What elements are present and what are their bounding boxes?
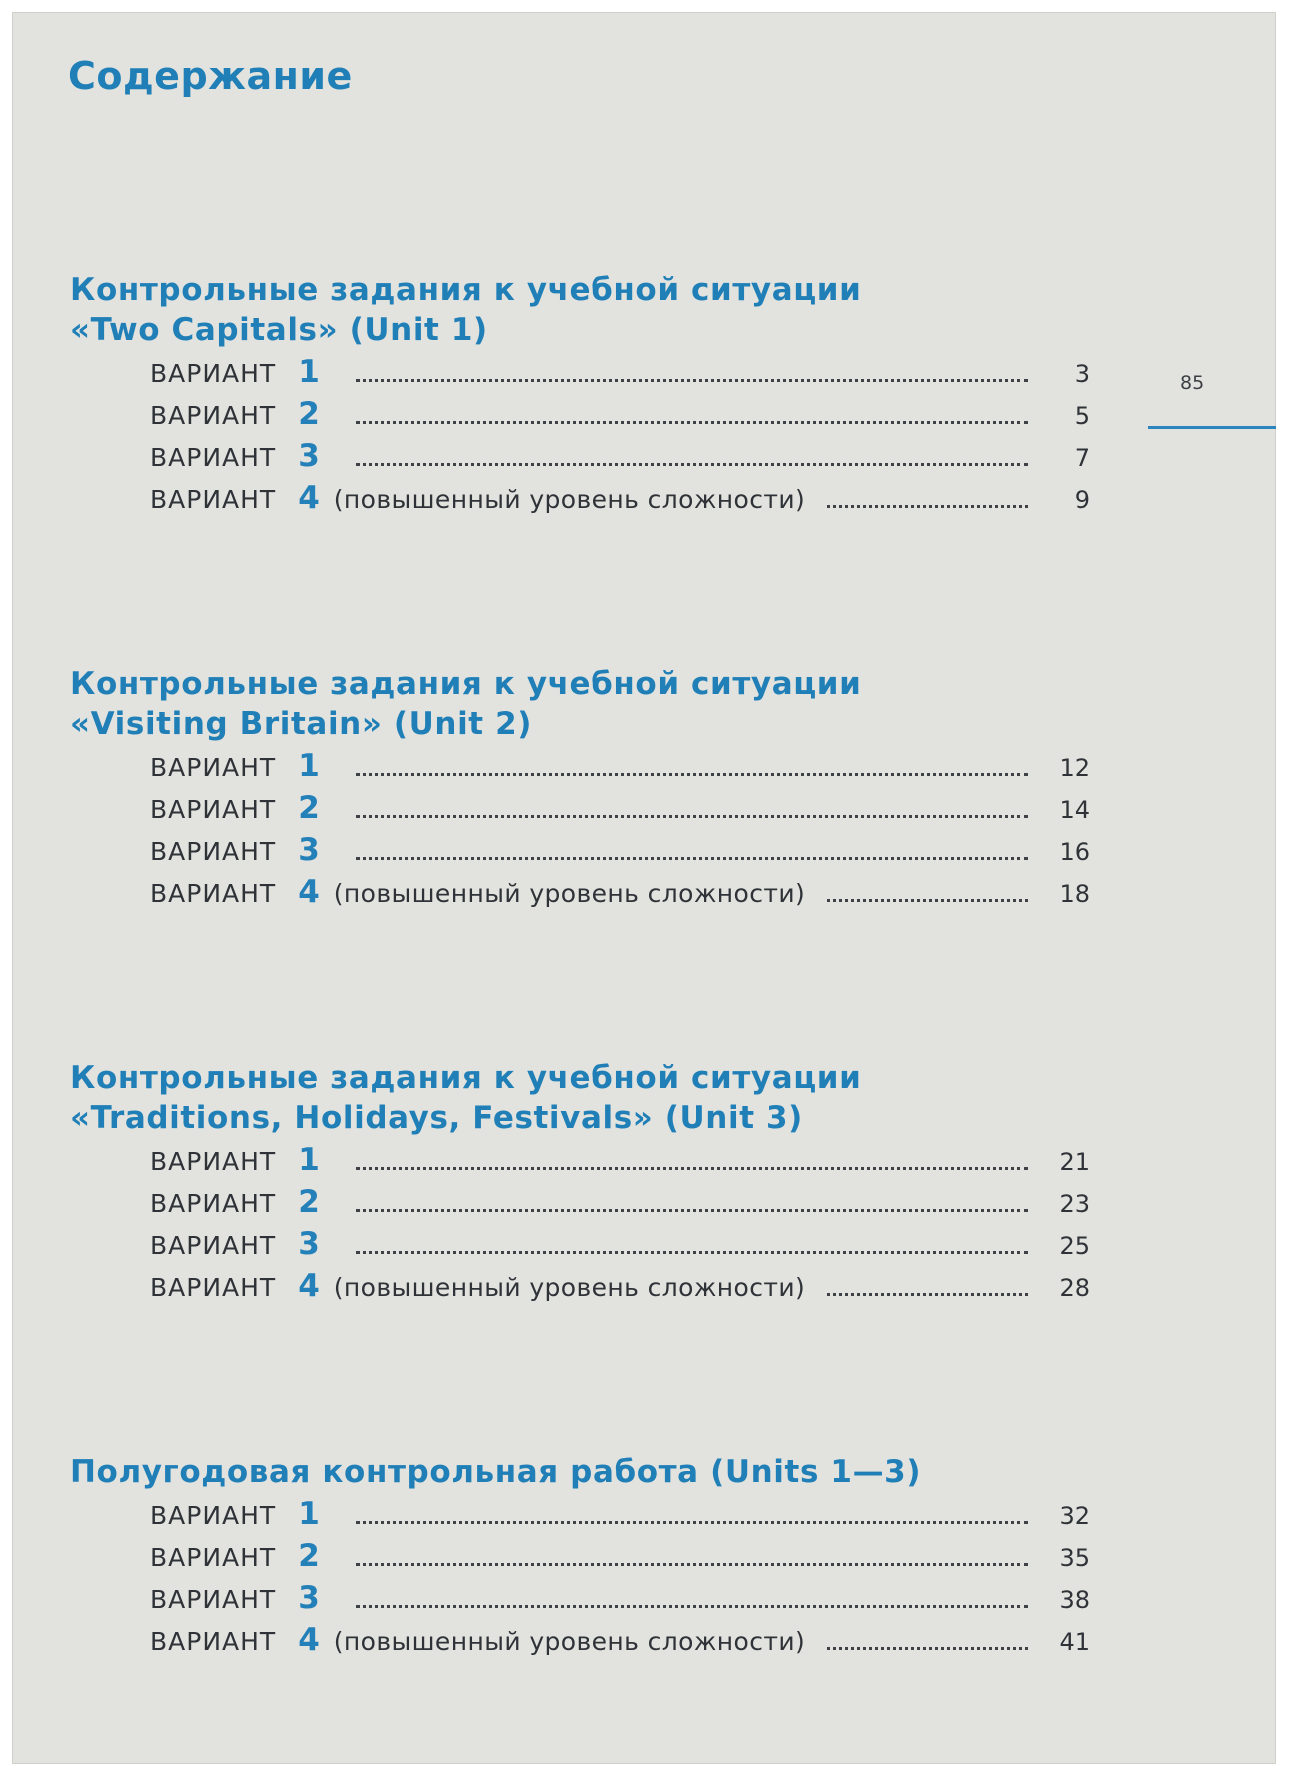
entry-number: 1 bbox=[298, 1142, 320, 1178]
entry-number: 1 bbox=[298, 1496, 320, 1532]
toc-entry bbox=[150, 1226, 1090, 1268]
toc-entry bbox=[150, 1622, 1090, 1664]
dot-leader bbox=[356, 815, 1028, 818]
toc-entry bbox=[150, 874, 1090, 916]
toc-entries bbox=[150, 748, 1090, 916]
toc-entry bbox=[150, 748, 1090, 790]
toc-entry bbox=[150, 438, 1090, 480]
entry-number: 4 bbox=[298, 1268, 320, 1304]
dot-leader bbox=[827, 1293, 1028, 1296]
section-heading-line: «Two Capitals» (Unit 1) bbox=[70, 312, 488, 348]
entry-page-number: 28 bbox=[1059, 1274, 1090, 1302]
toc-entry bbox=[150, 1538, 1090, 1580]
entry-page-number: 21 bbox=[1059, 1148, 1090, 1176]
entry-page-number: 9 bbox=[1074, 486, 1090, 514]
toc-entry bbox=[150, 354, 1090, 396]
dot-leader bbox=[356, 463, 1028, 466]
entry-page-number: 12 bbox=[1059, 754, 1090, 782]
entry-label: ВАРИАНТ bbox=[150, 359, 277, 388]
entry-note: (повышенный уровень сложности) bbox=[333, 879, 806, 908]
toc-entry bbox=[150, 1184, 1090, 1226]
entry-number: 1 bbox=[298, 748, 320, 784]
entry-number: 3 bbox=[298, 1580, 320, 1616]
toc-entry bbox=[150, 1496, 1090, 1538]
entry-page-number: 14 bbox=[1059, 796, 1090, 824]
dot-leader bbox=[827, 899, 1028, 902]
page-title: Содержание bbox=[68, 54, 353, 98]
section-heading bbox=[70, 1452, 1110, 1492]
section-heading bbox=[70, 1058, 1110, 1138]
book-page bbox=[12, 12, 1276, 1764]
dot-leader bbox=[356, 1563, 1028, 1566]
entry-label: ВАРИАНТ bbox=[150, 1231, 277, 1260]
toc-section-unit-1 bbox=[70, 270, 1110, 522]
entry-label: ВАРИАНТ bbox=[150, 1273, 277, 1302]
entry-page-number: 38 bbox=[1059, 1586, 1090, 1614]
entry-label: ВАРИАНТ bbox=[150, 401, 277, 430]
dot-leader bbox=[356, 379, 1028, 382]
section-heading-line: «Traditions, Holidays, Festivals» (Unit 3) bbox=[70, 1100, 803, 1136]
dot-leader bbox=[356, 1605, 1028, 1608]
entry-number: 3 bbox=[298, 438, 320, 474]
dot-leader bbox=[356, 1521, 1028, 1524]
toc-section-half-year-test bbox=[70, 1452, 1110, 1664]
entry-page-number: 3 bbox=[1074, 360, 1090, 388]
dot-leader bbox=[827, 1647, 1028, 1650]
entry-page-number: 23 bbox=[1059, 1190, 1090, 1218]
toc-entries bbox=[150, 354, 1090, 522]
entry-label: ВАРИАНТ bbox=[150, 1585, 277, 1614]
entry-number: 2 bbox=[298, 1184, 320, 1220]
entry-page-number: 41 bbox=[1059, 1628, 1090, 1656]
section-heading bbox=[70, 270, 1110, 350]
entry-number: 1 bbox=[298, 354, 320, 390]
entry-number: 4 bbox=[298, 480, 320, 516]
toc-entry bbox=[150, 396, 1090, 438]
dot-leader bbox=[356, 1251, 1028, 1254]
entry-note: (повышенный уровень сложности) bbox=[333, 1273, 806, 1302]
toc-entries bbox=[150, 1142, 1090, 1310]
toc-entry bbox=[150, 832, 1090, 874]
dot-leader bbox=[356, 773, 1028, 776]
page-number: 85 bbox=[1180, 372, 1205, 394]
entry-label: ВАРИАНТ bbox=[150, 1147, 277, 1176]
entry-page-number: 5 bbox=[1074, 402, 1090, 430]
entry-page-number: 32 bbox=[1059, 1502, 1090, 1530]
entry-label: ВАРИАНТ bbox=[150, 1501, 277, 1530]
page-number-rule bbox=[1148, 426, 1276, 429]
entry-label: ВАРИАНТ bbox=[150, 1189, 277, 1218]
entry-number: 2 bbox=[298, 396, 320, 432]
entry-number: 4 bbox=[298, 874, 320, 910]
dot-leader bbox=[827, 505, 1028, 508]
section-heading-line: «Visiting Britain» (Unit 2) bbox=[70, 706, 533, 742]
entry-number: 2 bbox=[298, 790, 320, 826]
entry-number: 2 bbox=[298, 1538, 320, 1574]
entry-label: ВАРИАНТ bbox=[150, 1627, 277, 1656]
entry-note: (повышенный уровень сложности) bbox=[333, 1627, 806, 1656]
dot-leader bbox=[356, 1167, 1028, 1170]
entry-page-number: 7 bbox=[1074, 444, 1090, 472]
toc-section-unit-2 bbox=[70, 664, 1110, 916]
entry-page-number: 18 bbox=[1059, 880, 1090, 908]
entry-label: ВАРИАНТ bbox=[150, 753, 277, 782]
dot-leader bbox=[356, 1209, 1028, 1212]
toc-entry bbox=[150, 1580, 1090, 1622]
section-heading-line: Контрольные задания к учебной ситуации bbox=[70, 666, 862, 702]
section-heading-line: Полугодовая контрольная работа (Units 1—3) bbox=[70, 1454, 922, 1490]
entry-number: 3 bbox=[298, 832, 320, 868]
toc-entries bbox=[150, 1496, 1090, 1664]
dot-leader bbox=[356, 421, 1028, 424]
toc-entry bbox=[150, 480, 1090, 522]
toc-entry bbox=[150, 1268, 1090, 1310]
section-heading bbox=[70, 664, 1110, 744]
entry-label: ВАРИАНТ bbox=[150, 443, 277, 472]
entry-label: ВАРИАНТ bbox=[150, 879, 277, 908]
entry-number: 3 bbox=[298, 1226, 320, 1262]
entry-label: ВАРИАНТ bbox=[150, 837, 277, 866]
entry-label: ВАРИАНТ bbox=[150, 795, 277, 824]
entry-page-number: 25 bbox=[1059, 1232, 1090, 1260]
entry-label: ВАРИАНТ bbox=[150, 485, 277, 514]
entry-note: (повышенный уровень сложности) bbox=[333, 485, 806, 514]
toc-entry bbox=[150, 790, 1090, 832]
section-heading-line: Контрольные задания к учебной ситуации bbox=[70, 1060, 862, 1096]
section-heading-line: Контрольные задания к учебной ситуации bbox=[70, 272, 862, 308]
toc-entry bbox=[150, 1142, 1090, 1184]
entry-label: ВАРИАНТ bbox=[150, 1543, 277, 1572]
entry-page-number: 16 bbox=[1059, 838, 1090, 866]
entry-page-number: 35 bbox=[1059, 1544, 1090, 1572]
dot-leader bbox=[356, 857, 1028, 860]
entry-number: 4 bbox=[298, 1622, 320, 1658]
toc-section-unit-3 bbox=[70, 1058, 1110, 1310]
